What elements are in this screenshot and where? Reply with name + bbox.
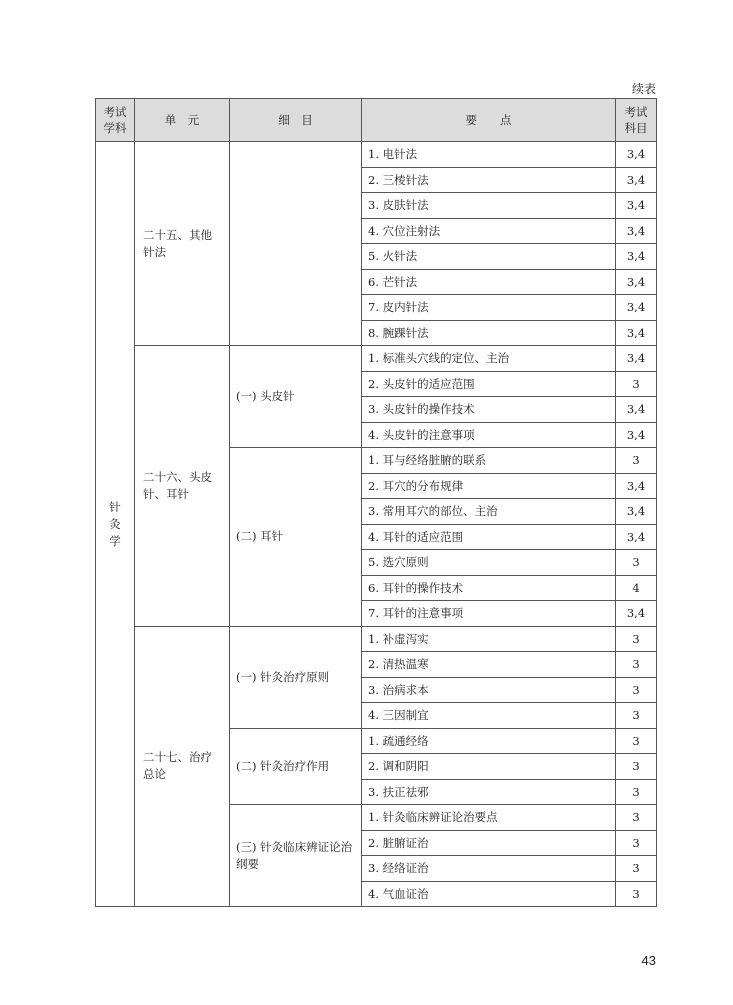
point-cell: 2. 耳穴的分布规律: [362, 473, 616, 499]
point-cell: 6. 耳针的操作技术: [362, 575, 616, 601]
table-row: [96, 626, 657, 652]
point-cell: 2. 调和阴阳: [362, 754, 616, 780]
syllabus-table: [95, 98, 657, 907]
point-cell: 3. 常用耳穴的部位、主治: [362, 499, 616, 525]
point-cell: 3. 头皮针的操作技术: [362, 397, 616, 423]
exam-subject-cell: 3: [616, 728, 657, 754]
detail-cell: [230, 142, 362, 346]
point-cell: 2. 头皮针的适应范围: [362, 371, 616, 397]
exam-subject-cell: 3: [616, 652, 657, 678]
exam-subject-cell: 3: [616, 830, 657, 856]
exam-subject-cell: 3,4: [616, 346, 657, 372]
header-subject: 考试学科: [96, 99, 135, 142]
exam-subject-cell: 3: [616, 371, 657, 397]
unit-cell: 二十六、头皮针、耳针: [135, 346, 230, 627]
unit-cell: 二十五、其他针法: [135, 142, 230, 346]
subject-name: 针灸学: [109, 499, 121, 548]
header-point: 要 点: [362, 99, 616, 142]
exam-subject-cell: 3,4: [616, 244, 657, 270]
exam-subject-cell: 3,4: [616, 601, 657, 627]
header-unit: 单 元: [135, 99, 230, 142]
table-body: [96, 142, 657, 907]
exam-subject-cell: 3,4: [616, 524, 657, 550]
detail-cell: (三) 针灸临床辨证论治纲要: [230, 805, 362, 907]
exam-subject-cell: 3,4: [616, 218, 657, 244]
exam-subject-cell: 3: [616, 448, 657, 474]
point-cell: 1. 针灸临床辨证论治要点: [362, 805, 616, 831]
exam-subject-cell: 3: [616, 550, 657, 576]
exam-subject-cell: 3: [616, 881, 657, 907]
table-row: [96, 346, 657, 372]
exam-subject-cell: 3,4: [616, 422, 657, 448]
exam-subject-cell: 3,4: [616, 142, 657, 168]
exam-subject-cell: 3: [616, 779, 657, 805]
point-cell: 1. 标准头穴线的定位、主治: [362, 346, 616, 372]
exam-subject-cell: 3,4: [616, 193, 657, 219]
exam-subject-cell: 3,4: [616, 269, 657, 295]
unit-cell: 二十七、治疗总论: [135, 626, 230, 907]
table-row: [96, 142, 657, 168]
table-header-row: [96, 99, 657, 142]
header-exam-subject: 考试科目: [616, 99, 657, 142]
subject-cell: [96, 142, 135, 907]
point-cell: 7. 耳针的注意事项: [362, 601, 616, 627]
exam-subject-cell: 3,4: [616, 473, 657, 499]
exam-subject-cell: 3: [616, 754, 657, 780]
exam-subject-cell: 3: [616, 805, 657, 831]
exam-subject-cell: 3: [616, 703, 657, 729]
exam-subject-cell: 3,4: [616, 499, 657, 525]
detail-cell: (二) 针灸治疗作用: [230, 728, 362, 805]
header-detail: 细 目: [230, 99, 362, 142]
exam-subject-cell: 3,4: [616, 167, 657, 193]
point-cell: 2. 清热温寒: [362, 652, 616, 678]
point-cell: 1. 电针法: [362, 142, 616, 168]
point-cell: 3. 扶正祛邪: [362, 779, 616, 805]
detail-cell: (一) 针灸治疗原则: [230, 626, 362, 728]
point-cell: 4. 耳针的适应范围: [362, 524, 616, 550]
detail-cell: (二) 耳针: [230, 448, 362, 627]
point-cell: 4. 头皮针的注意事项: [362, 422, 616, 448]
point-cell: 3. 经络证治: [362, 856, 616, 882]
point-cell: 1. 补虚泻实: [362, 626, 616, 652]
point-cell: 3. 皮肤针法: [362, 193, 616, 219]
point-cell: 1. 耳与经络脏腑的联系: [362, 448, 616, 474]
detail-cell: (一) 头皮针: [230, 346, 362, 448]
exam-subject-cell: 3: [616, 856, 657, 882]
point-cell: 7. 皮内针法: [362, 295, 616, 321]
point-cell: 8. 腕踝针法: [362, 320, 616, 346]
page-number: 43: [641, 953, 656, 968]
exam-subject-cell: 3: [616, 626, 657, 652]
point-cell: 3. 治病求本: [362, 677, 616, 703]
continued-label: 续表: [631, 82, 656, 96]
point-cell: 1. 疏通经络: [362, 728, 616, 754]
exam-subject-cell: 3,4: [616, 320, 657, 346]
point-cell: 6. 芒针法: [362, 269, 616, 295]
exam-subject-cell: 4: [616, 575, 657, 601]
point-cell: 4. 气血证治: [362, 881, 616, 907]
point-cell: 2. 三棱针法: [362, 167, 616, 193]
point-cell: 2. 脏腑证治: [362, 830, 616, 856]
point-cell: 4. 穴位注射法: [362, 218, 616, 244]
point-cell: 4. 三因制宜: [362, 703, 616, 729]
point-cell: 5. 选穴原则: [362, 550, 616, 576]
exam-subject-cell: 3,4: [616, 397, 657, 423]
point-cell: 5. 火针法: [362, 244, 616, 270]
exam-subject-cell: 3,4: [616, 295, 657, 321]
exam-subject-cell: 3: [616, 677, 657, 703]
